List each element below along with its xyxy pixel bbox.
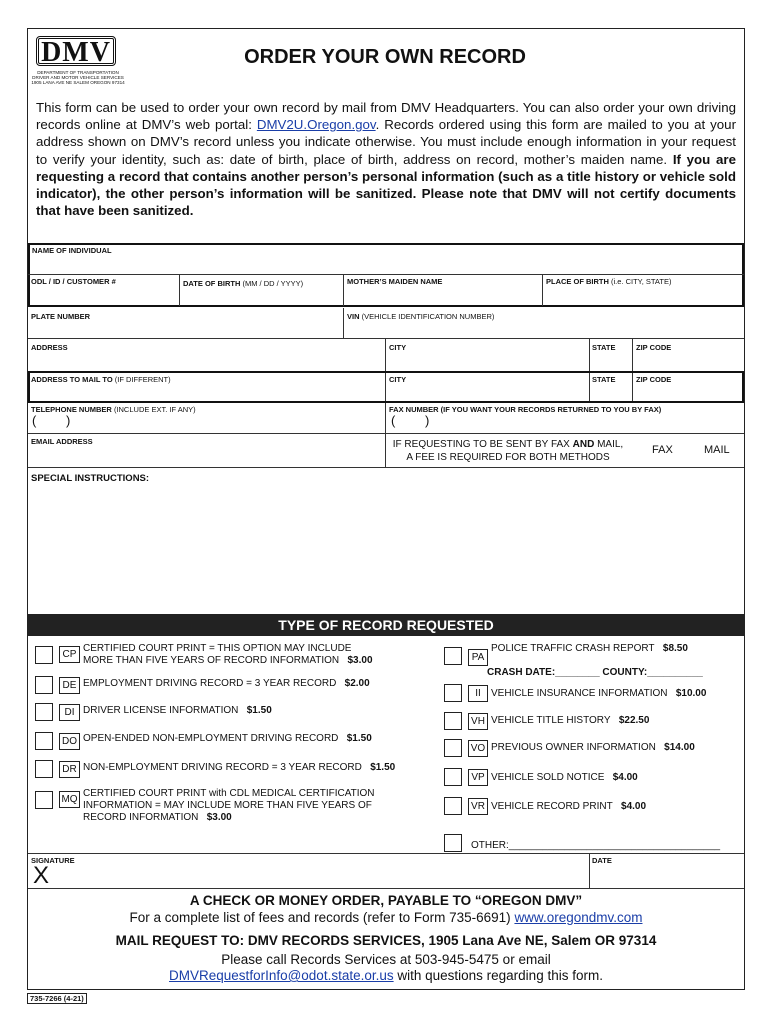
code-pa: PA <box>468 649 488 666</box>
oregondmv-link[interactable]: www.oregondmv.com <box>514 910 643 925</box>
code-vo: VO <box>468 740 488 757</box>
state2-input[interactable] <box>592 385 630 400</box>
page-title: ORDER YOUR OWN RECORD <box>244 46 526 68</box>
phone-label: TELEPHONE NUMBER (INCLUDE EXT. IF ANY) <box>31 405 196 414</box>
place-of-birth-input[interactable] <box>545 288 742 305</box>
code-vh: VH <box>468 713 488 730</box>
option-dr: NON-EMPLOYMENT DRIVING RECORD = 3 YEAR RECORD $1.50 <box>83 762 396 773</box>
city2-input[interactable] <box>388 385 587 400</box>
payment-instructions: A CHECK OR MONEY ORDER, PAYABLE TO “OREGON DMV” <box>189 893 583 908</box>
state-label: STATE <box>592 343 616 352</box>
date-label: DATE <box>592 856 612 865</box>
intro-text-2: . Records ordered using this form are mailed to you at your address shown on DMV’s record unless you indicate otherwise. You must include enough information in your request to verify your identity, such as: date of birth, place of birth, address on record, mother’s maiden name. <box>36 117 737 167</box>
special-instructions-label: SPECIAL INSTRUCTIONS: <box>31 473 150 484</box>
logo-subtitle: DEPARTMENT OF TRANSPORTATION DRIVER AND MOTOR VEHICLE SERVICES 1905 LANA AVE NE SALEM OREGON 97314 <box>31 70 125 85</box>
checkbox-ii[interactable] <box>444 684 462 702</box>
fax-option[interactable]: FAX <box>652 444 673 456</box>
option-vp: VEHICLE SOLD NOTICE $4.00 <box>491 772 638 783</box>
fax-mail-note: IF REQUESTING TO BE SENT BY FAX AND MAIL, A FEE IS REQUIRED FOR BOTH METHODS <box>392 439 624 463</box>
code-ii: II <box>468 685 488 702</box>
checkbox-do[interactable] <box>35 732 53 750</box>
plate-input[interactable] <box>30 322 341 337</box>
intro-warning: If you are requesting a record that contains another person’s personal information (such as a title history or vehicle sold indicator), the other person’s information will be sanitized. Please note that DMV will not certify documents that have been sanitized. <box>36 151 737 219</box>
intro-paragraph <box>36 99 736 219</box>
checkbox-cp[interactable] <box>35 646 53 664</box>
form-number: 735-7266 (4-21) <box>27 993 87 1004</box>
fax-number-label: FAX NUMBER (IF YOU WANT YOUR RECORDS RETURNED TO YOU BY FAX) <box>389 405 662 414</box>
place-of-birth-label: PLACE OF BIRTH (i.e. CITY, STATE) <box>546 277 672 286</box>
signature-x: X <box>33 862 50 889</box>
fax-number-input[interactable] <box>399 415 742 431</box>
odl-input[interactable] <box>30 288 177 305</box>
option-do: OPEN-ENDED NON-EMPLOYMENT DRIVING RECORD $1.50 <box>83 733 372 744</box>
plate-label: PLATE NUMBER <box>31 312 91 321</box>
mail-option[interactable]: MAIL <box>704 444 730 456</box>
intro-text-1: This form can be used to order your own record by mail from DMV Headquarters. You can also order your own driving records online at DMV’s web portal: <box>36 100 736 133</box>
maiden-name-input[interactable] <box>346 288 540 305</box>
odl-label: ODL / ID / CUSTOMER # <box>31 277 116 286</box>
code-vp: VP <box>468 769 488 786</box>
checkbox-mq[interactable] <box>35 791 53 809</box>
dob-label: DATE OF BIRTH (MM / DD / YYYY) <box>183 279 304 288</box>
record-type-heading: TYPE OF RECORD REQUESTED <box>28 614 744 636</box>
code-do: DO <box>59 733 80 750</box>
zip-input[interactable] <box>635 353 742 369</box>
dmv-logo: DMV <box>36 36 116 66</box>
option-pa: POLICE TRAFFIC CRASH REPORT $8.50 <box>491 643 688 654</box>
name-label: NAME OF INDIVIDUAL <box>32 246 112 255</box>
zip-label: ZIP CODE <box>636 343 672 352</box>
date-input[interactable] <box>592 866 742 886</box>
checkbox-vo[interactable] <box>444 739 462 757</box>
mail-address-input[interactable] <box>31 385 383 400</box>
checkbox-de[interactable] <box>35 676 53 694</box>
vin-label: VIN (VEHICLE IDENTIFICATION NUMBER) <box>347 312 495 321</box>
fax-paren-close: ) <box>425 413 430 428</box>
email-label: EMAIL ADDRESS <box>31 437 93 446</box>
name-input[interactable] <box>30 256 742 273</box>
address-label: ADDRESS <box>31 343 68 352</box>
checkbox-other[interactable] <box>444 834 462 852</box>
signature-label: SIGNATURE <box>31 856 75 865</box>
checkbox-pa[interactable] <box>444 647 462 665</box>
code-de: DE <box>59 677 80 694</box>
checkbox-vp[interactable] <box>444 768 462 786</box>
zip2-label: ZIP CODE <box>636 375 672 384</box>
option-mq: CERTIFIED COURT PRINT with CDL MEDICAL CERTIFICATION INFORMATION = MAY INCLUDE MORE THAN FIVE YEARS OF RECORD INFORMATION $3.00 <box>83 788 375 823</box>
maiden-name-label: MOTHER’S MAIDEN NAME <box>347 277 443 286</box>
option-di: DRIVER LICENSE INFORMATION $1.50 <box>83 705 272 716</box>
code-vr: VR <box>468 798 488 815</box>
code-mq: MQ <box>59 791 80 808</box>
phone-contact: Please call Records Services at 503-945-5475 or email <box>221 952 551 967</box>
signature-input[interactable] <box>55 864 585 886</box>
portal-link[interactable]: DMV2U.Oregon.gov <box>256 117 376 133</box>
checkbox-vr[interactable] <box>444 797 462 815</box>
code-dr: DR <box>59 761 80 778</box>
crash-details[interactable]: CRASH DATE:________ COUNTY:__________ <box>487 667 703 678</box>
city-label: CITY <box>389 343 407 352</box>
checkbox-vh[interactable] <box>444 712 462 730</box>
fee-reference: For a complete list of fees and records (refer to Form 735-6691) www.oregondmv.com <box>129 910 643 925</box>
option-cp: CERTIFIED COURT PRINT = THIS OPTION MAY INCLUDE MORE THAN FIVE YEARS OF RECORD INFORMATION $3.00 <box>83 643 373 666</box>
city-input[interactable] <box>388 353 587 369</box>
option-ii: VEHICLE INSURANCE INFORMATION $10.00 <box>491 688 707 699</box>
option-vo: PREVIOUS OWNER INFORMATION $14.00 <box>491 742 695 753</box>
zip2-input[interactable] <box>635 385 742 400</box>
code-cp: CP <box>59 646 80 663</box>
option-vh: VEHICLE TITLE HISTORY $22.50 <box>491 715 650 726</box>
vin-input[interactable] <box>346 322 742 337</box>
email-contact: DMVRequestforInfo@odot.state.or.us with questions regarding this form. <box>169 968 603 983</box>
city2-label: CITY <box>389 375 407 384</box>
state2-label: STATE <box>592 375 616 384</box>
email-link[interactable]: DMVRequestforInfo@odot.state.or.us <box>169 968 394 983</box>
code-di: DI <box>59 704 80 721</box>
email-input[interactable] <box>31 448 383 465</box>
option-vr: VEHICLE RECORD PRINT $4.00 <box>491 801 647 812</box>
state-input[interactable] <box>592 353 630 369</box>
option-de: EMPLOYMENT DRIVING RECORD = 3 YEAR RECORD $2.00 <box>83 678 370 689</box>
dob-input[interactable] <box>182 288 341 305</box>
fax-paren-open: ( <box>391 413 396 428</box>
mail-address-label: ADDRESS TO MAIL TO (IF DIFFERENT) <box>31 375 171 384</box>
phone-paren-close: ) <box>66 413 71 428</box>
phone-input[interactable] <box>40 415 383 431</box>
mail-request-address: MAIL REQUEST TO: DMV RECORDS SERVICES, 1905 Lana Ave NE, Salem OR 97314 <box>115 933 657 948</box>
checkbox-dr[interactable] <box>35 760 53 778</box>
checkbox-di[interactable] <box>35 703 53 721</box>
phone-paren-open: ( <box>32 413 37 428</box>
other-field[interactable]: OTHER:______________________________________ <box>471 840 721 851</box>
address-input[interactable] <box>30 353 383 369</box>
special-instructions-input[interactable] <box>30 488 742 612</box>
